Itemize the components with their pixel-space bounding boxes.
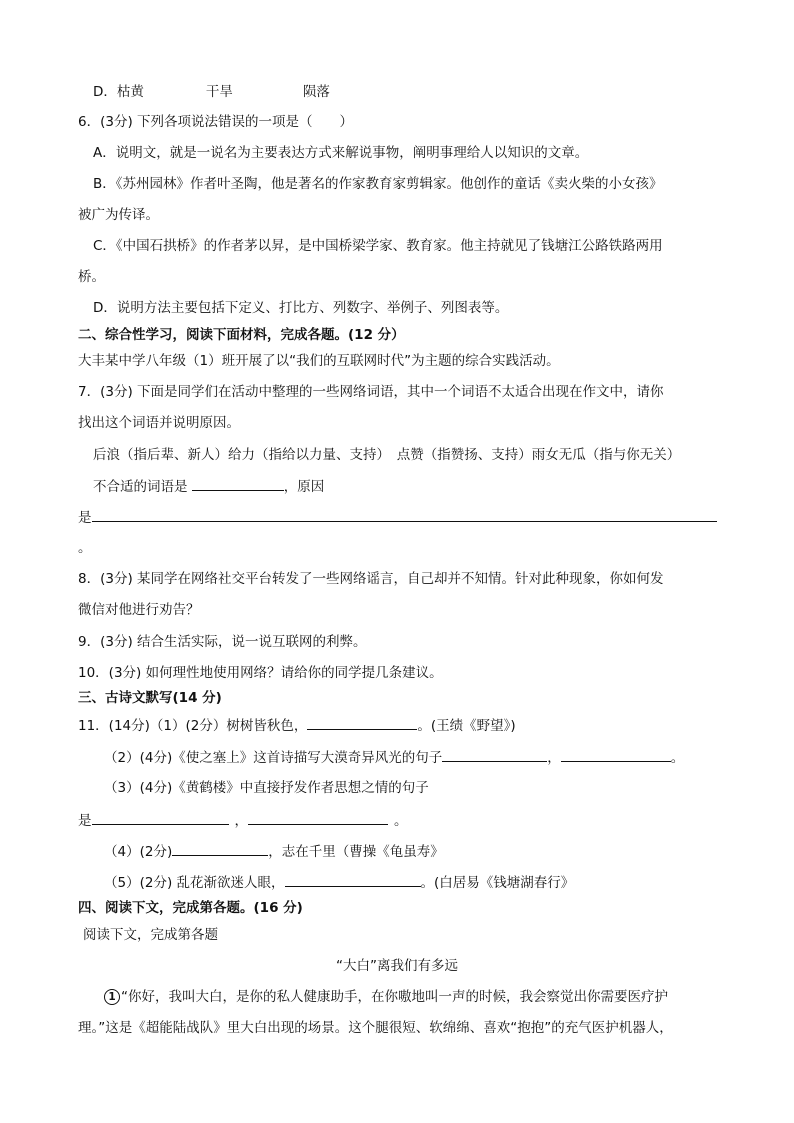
- q7-answer-line: [93, 476, 324, 497]
- section3-heading: 三、古诗文默写(14 分): [78, 690, 222, 706]
- section2-heading: 二、综合性学习，阅读下面材料，完成各题。(12 分）: [78, 327, 405, 343]
- q5d-word3: 陨落: [302, 84, 330, 100]
- q7-reason-blank[interactable]: [92, 507, 717, 522]
- q7-answer-prompt: 不合适的词语是: [93, 479, 188, 495]
- section4-intro: 阅读下文，完成第各题: [83, 927, 218, 943]
- q6-option-c-line1: C．《中国石拱桥》的作者茅以昇，是中国桥梁学家、教育家。他主持就见了钱塘江公路铁路两用: [93, 238, 663, 254]
- q11-part1-blank[interactable]: [307, 715, 417, 730]
- article-title: “大白”离我们有多远: [336, 958, 458, 974]
- q11-part4-blank[interactable]: [172, 841, 268, 856]
- q6-stem: 6．(3分) 下列各项说法错误的一项是（ ）: [78, 114, 354, 130]
- q6-option-b-line2: 被广为传译。: [78, 207, 159, 223]
- q5d-word2: 干旱: [205, 84, 233, 100]
- q11-part5-blank[interactable]: [285, 872, 421, 887]
- q7-reason-line: [78, 507, 717, 528]
- q11-part3-end: 。: [394, 813, 408, 829]
- q8-line2: 微信对他进行劝告？: [78, 602, 200, 618]
- q11-part5-source: 。(白居易《钱塘湖春行》: [420, 875, 575, 891]
- q6-option-a: A．说明文，就是一说名为主要表达方式来解说事物，阐明事理给人以知识的文章。: [93, 145, 589, 161]
- q7-reason-label: ，原因: [283, 479, 325, 495]
- q8-line1: 8．(3分) 某同学在网络社交平台转发了一些网络谣言，自己却并不知情。针对此种现象，你如何发: [78, 571, 664, 587]
- q11-part2-prompt: （2）(4分)《使之塞上》这首诗描写大漠奇异风光的句子: [104, 750, 443, 766]
- q10: 10．(3分) 如何理性地使用网络？请给你的同学提几条建议。: [78, 665, 443, 681]
- q11-part2: [104, 747, 684, 768]
- q7-line2: 找出这个词语并说明原因。: [78, 415, 240, 431]
- q6-option-b-line1: B．《苏州园林》作者叶圣陶，他是著名的作家教育家剪辑家。他创作的童话《卖火柴的小女孩》: [93, 176, 663, 192]
- q11-part3-sep: ，: [234, 813, 248, 829]
- paragraph-number-1: 1: [104, 989, 120, 1005]
- article-para1-line2: 理。”这是《超能陆战队》里大白出现的场景。这个腿很短、软绵绵、喜欢“抱抱”的充气医护机器人，: [78, 1020, 673, 1036]
- q9: 9．(3分) 结合生活实际，说一说互联网的利弊。: [78, 634, 367, 650]
- q11-part3-is: 是: [78, 813, 92, 829]
- q7-line1: 7．(3分) 下面是同学们在活动中整理的一些网络词语，其中一个词语不太适合出现在作文中，请你: [78, 384, 664, 400]
- q6-option-d: D．说明方法主要包括下定义、打比方、列数字、举例子、列图表等。: [93, 300, 509, 316]
- q11-part2-end: 。: [670, 750, 685, 766]
- q7-word-list: 后浪（指后辈、新人）给力（指给以力量、支持） 点赞（指赞扬、支持）雨女无瓜（指与你无关）: [93, 447, 681, 463]
- q11-part3-blank2[interactable]: [248, 810, 388, 825]
- q5d-label: D．枯黄: [93, 84, 144, 100]
- q7-end-mark: 。: [78, 540, 92, 556]
- section4-heading: 四、阅读下文，完成第各题。(16 分): [78, 900, 303, 916]
- section2-intro: 大丰某中学八年级（1）班开展了以“我们的互联网时代”为主题的综合实践活动。: [78, 353, 560, 369]
- q7-word-blank[interactable]: [192, 476, 284, 491]
- q11-part4-source: ，志在千里（曹操《龟虽寿》: [268, 844, 444, 860]
- q11-part3-answer: [78, 810, 408, 831]
- q11-part1-prompt: 11．(14分)（1）(2分）树树皆秋色，: [78, 718, 308, 734]
- q11-part2-blank1[interactable]: [442, 747, 547, 762]
- q11-part1-source: 。(王绩《野望》): [417, 718, 516, 734]
- q11-part5: [104, 872, 574, 893]
- q11-part3-prompt: （3）(4分)《黄鹤楼》中直接抒发作者思想之情的句子: [104, 780, 429, 796]
- q11-part2-sep: ，: [547, 750, 561, 766]
- q6-option-c-line2: 桥。: [78, 269, 105, 285]
- q7-reason-is: 是: [78, 510, 92, 526]
- q11-part1: [78, 715, 516, 736]
- q11-part3-blank1[interactable]: [92, 810, 229, 825]
- q11-part4-prompt: （4）(2分): [104, 844, 173, 860]
- article-para1-line1: [104, 987, 668, 1007]
- q11-part4: [104, 841, 444, 862]
- q11-part2-blank2[interactable]: [561, 747, 671, 762]
- q11-part5-prompt: （5）(2分) 乱花渐欲迷人眼，: [104, 875, 285, 891]
- article-para1-text: “你好，我叫大白，是你的私人健康助手，在你嗷地叫一声的时候，我会察觉出你需要医疗护: [121, 989, 668, 1005]
- q5-option-d: [93, 82, 330, 102]
